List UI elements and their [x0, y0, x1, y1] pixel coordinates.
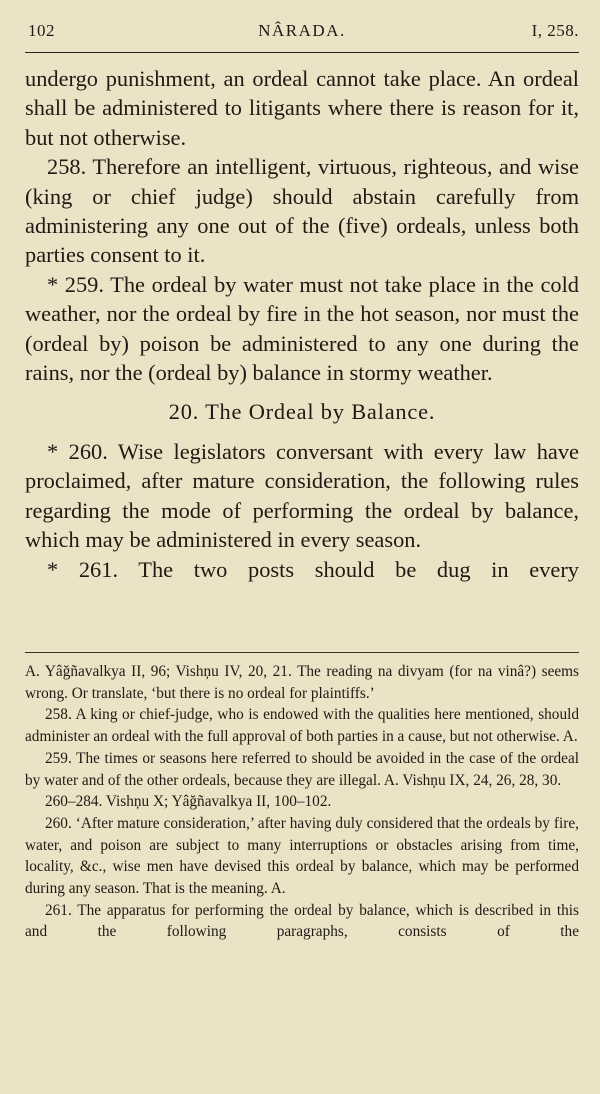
footnote: A. Yâğñavalkya II, 96; Vishņu IV, 20, 21. The reading na divyam (for na vinâ?) seems wrong. Or translate, ‘but there is no ordeal for plaintiffs.’: [25, 663, 579, 702]
section-reference: I, 258.: [531, 21, 579, 40]
footnote: 259. The times or seasons here referred to should be avoided in the case of the ordeal by water and of the other ordeals, because they are illegal. A. Vishņu IX, 24, 26, 28, 30.: [25, 749, 579, 789]
paragraph-continuation: undergo punishment, an ordeal cannot take place. An ordeal shall be administered to litigants where there is reason for it, but not otherwise.: [25, 66, 579, 150]
footnotes: [25, 661, 579, 943]
running-head: [25, 0, 579, 40]
section-heading: 20. The Ordeal by Balance.: [168, 399, 436, 425]
running-title: NÂRADA.: [258, 21, 346, 40]
paragraph-259: * 259. The ordeal by water must not take place in the cold weather, nor the ordeal by fire in the hot season, nor must the (ordeal by) poison be administered to any one during the rains, nor the (ordeal by) balance in stormy weather.: [25, 271, 579, 386]
paragraph-261: * 261. The two posts should be dug in every: [47, 556, 579, 582]
footnote: 261. The apparatus for performing the ordeal by balance, which is described in this and the following paragraphs, consists of the: [25, 901, 579, 941]
footnote: 258. A king or chief-judge, who is endowed with the qualities here mentioned, should administer an ordeal with the full approval of both parties in a cause, but not otherwise. A.: [25, 706, 579, 746]
paragraph-260: * 260. Wise legislators conversant with every law have proclaimed, after mature consideration, the following rules regarding the mode of performing the ordeal by balance, which may be administered in every season.: [25, 438, 579, 553]
footnote: 260. ‘After mature consideration,’ after having duly considered that the ordeals by fire, water, and poison are subject to many interruptions or obstacles arising from time, locality, &c., wise men have devised this ordeal by balance, which may be performed during any season. That is the meaning. A.: [25, 814, 579, 898]
header-rule: [25, 52, 579, 53]
footnote-rule: [25, 652, 579, 653]
page-number: 102: [28, 21, 55, 40]
footnote: 260–284. Vishņu X; Yâğñavalkya II, 100–102.: [45, 793, 332, 811]
main-text: [25, 64, 579, 584]
paragraph-258: 258. Therefore an intelligent, virtuous, righteous, and wise (king or chief judge) should abstain carefully from administering any one out of the (five) ordeals, unless both parties consent to it.: [25, 154, 579, 268]
